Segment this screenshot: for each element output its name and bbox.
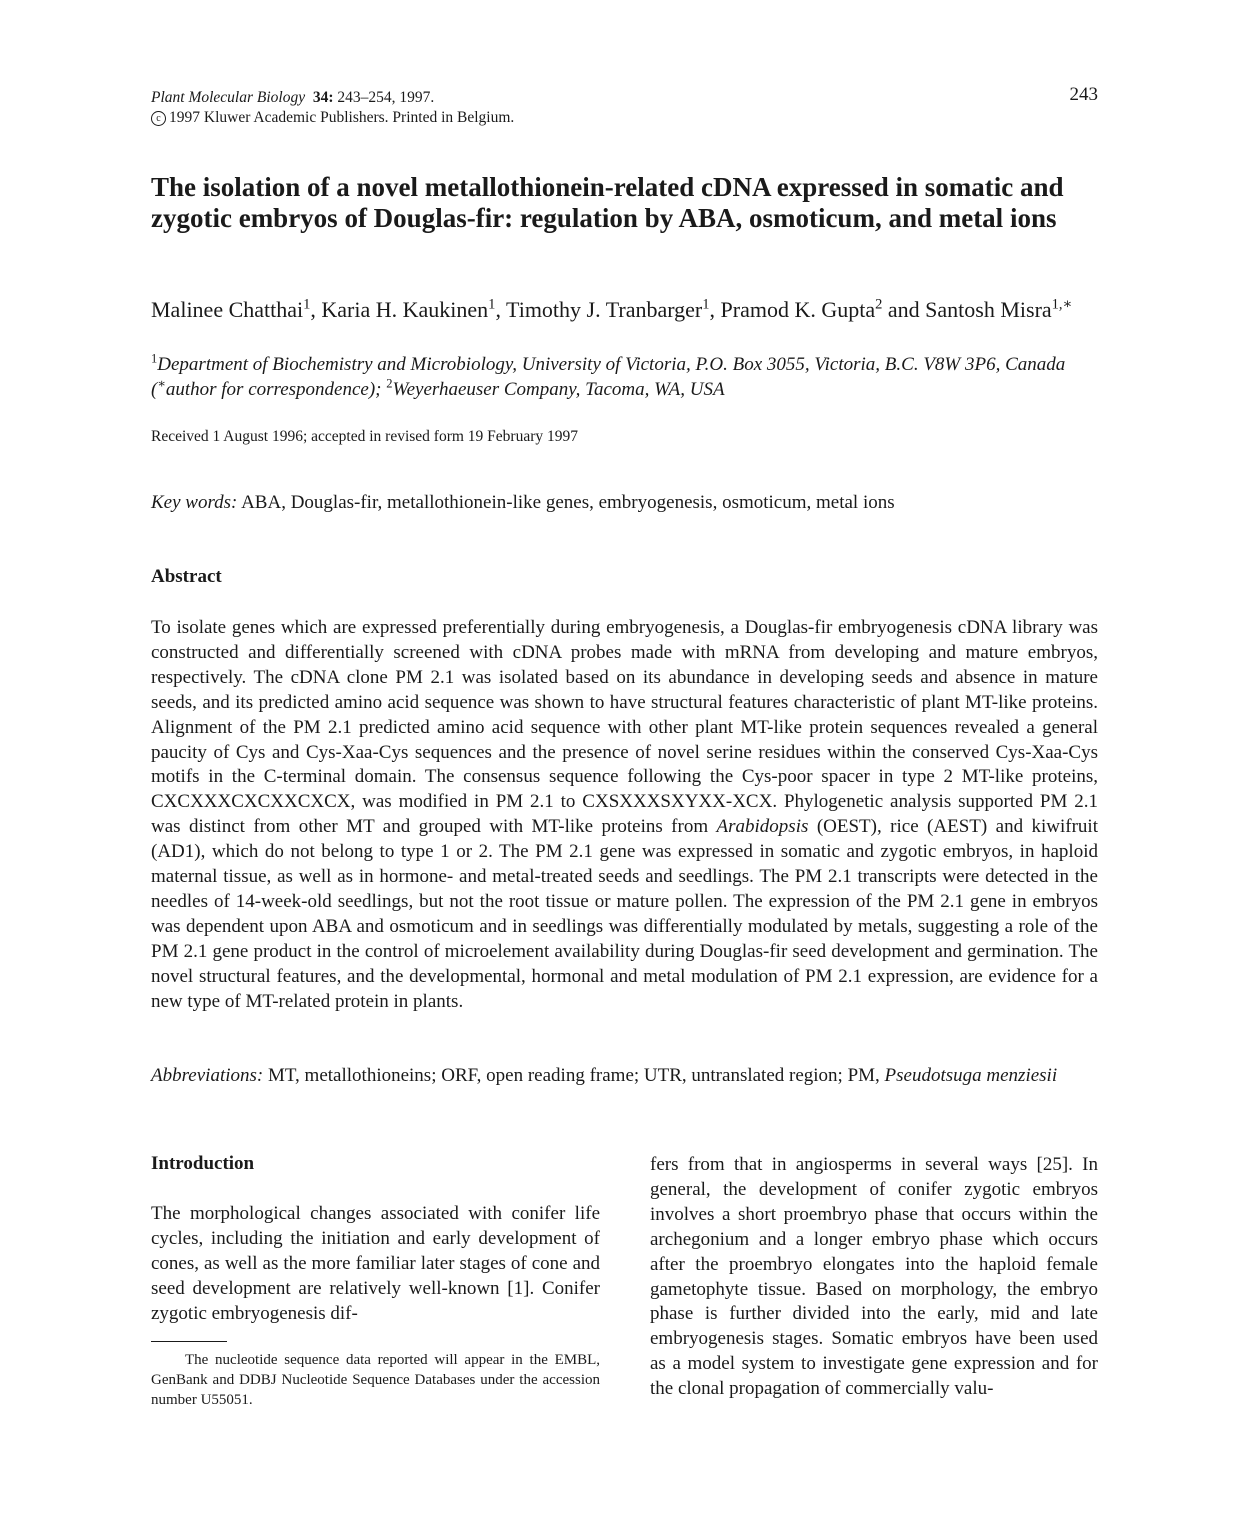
author: Pramod K. Gupta$^2$ and: [720, 296, 926, 322]
page-number: 243: [1069, 84, 1098, 105]
introduction-column-right: fers from that in angiosperms in several ways [25]. In general, the development of conifer zygotic embryos involves a short proembryo phase that occurs within the archegonium and a longer embryo phase which occurs after the proembryo elongates into the haploid female gametophyte tissue. Based on morphology, the embryo phase is further divided into the early, mid and late embryogenesis stages. Somatic embryos have been used as a model system to investigate gene expression and for the clonal propagation of commercially valu-: [650, 1154, 1098, 1400]
footnote: The nucleotide sequence data reported will appear in the EMBL, GenBank and DDBJ Nucleotide Sequence Databases under the accession number U55051.: [151, 1352, 600, 1408]
abbreviations-label: Abbreviations:: [151, 1065, 264, 1086]
abstract-heading: Abstract: [151, 566, 222, 587]
author: Santosh Misra$^{1,∗}$: [925, 296, 1073, 322]
copyright-year-publisher: 1997 Kluwer Academic Publishers. Printed in Belgium.: [169, 109, 515, 126]
introduction-column-left: The morphological changes associated with conifer life cycles, including the initiation and early development of cones, as well as the more familiar later stages of cone and seed development are relatively well-known [1]. Conifer zygotic embryogenesis dif-: [151, 1203, 600, 1324]
abstract-body: To isolate genes which are expressed preferentially during embryogenesis, a Douglas-fir embryogenesis cDNA library was constructed and differentially screened with cDNA probes made with mRNA from developing and mature embryos, respectively. The cDNA clone PM 2.1 was isolated based on its abundance in developing seeds and absence in mature seeds, and its predicted amino acid sequence was shown to have structural features characteristic of plant MT-like proteins. Alignment of the PM 2.1 predicted amino acid sequence with other plant MT-like protein sequences revealed a general paucity of Cys and Cys-Xaa-Cys sequences and the presence of novel serine residues within the conserved Cys-Xaa-Cys motifs in the C-terminal domain. The consensus sequence following the Cys-poor spacer in type 2 MT-like proteins, CXCXXXCXCXXCXCX, was modified in PM 2.1 to CXSXXXSXYXX-XCX. Phylogenetic analysis supported PM 2.1 was distinct from other MT and grouped with MT-like proteins from Arabidopsis (OEST), rice (AEST) and kiwifruit (AD1), which do not belong to type 1 or 2. The PM 2.1 gene was expressed in somatic and zygotic embryos, in haploid maternal tissue, as well as in hormone- and metal-treated seeds and seedlings. The PM 2.1 transcripts were detected in the needles of 14-week-old seedlings, but not the root tissue or mature pollen. The expression of the PM 2.1 gene in embryos was dependent upon ABA and osmoticum and in seedlings was differentially modulated by metals, suggesting a role of the PM 2.1 gene product in the control of microelement availability during Douglas-fir seed development and germination. The novel structural features, and the developmental, hormonal and metal modulation of PM 2.1 expression, are evidence for a new type of MT-related protein in plants.: [151, 617, 1098, 1012]
copyright-line: [151, 107, 514, 128]
affiliations: $^1$Department of Biochemistry and Microbiology, University of Victoria, P.O. Box 3055, Victoria, B.C. V8W 3P6, Canada (∗author for correspondence); $^2$Weyerhaeuser Company, Tacoma, WA, USA: [151, 351, 1066, 400]
copyright-icon: c: [151, 111, 166, 126]
author: Timothy J. Tranbarger$^1$,: [506, 296, 721, 322]
paper-title: The isolation of a novel metallothionein-related cDNA expressed in somatic and zygotic embryos of Douglas-fir: regulation by ABA, osmoticum, and metal ions: [151, 172, 1064, 233]
journal-name: Plant Molecular Biology: [151, 89, 306, 106]
keywords: [151, 491, 1111, 515]
abbreviations: Abbreviations: MT, metallothioneins; ORF, open reading frame; UTR, untranslated region; PM, Pseudotsuga menziesii: [151, 1065, 1058, 1086]
received-dates: Received 1 August 1996; accepted in revised form 19 February 1997: [151, 428, 578, 445]
keywords-text: ABA, Douglas-fir, metallothionein-like genes, embryogenesis, osmoticum, metal ions: [237, 492, 895, 513]
author: Karia H. Kaukinen$^1$,: [321, 296, 507, 322]
journal-citation: [151, 87, 434, 108]
keywords-label: Key words:: [151, 492, 238, 513]
author-list: [151, 296, 1111, 324]
footnote-rule: [151, 1341, 227, 1342]
journal-pages-year: 243–254, 1997.: [337, 89, 435, 106]
introduction-heading: Introduction: [151, 1153, 255, 1174]
author: Malinee Chatthai$^1$,: [151, 296, 322, 322]
journal-volume: 34:: [312, 89, 334, 106]
